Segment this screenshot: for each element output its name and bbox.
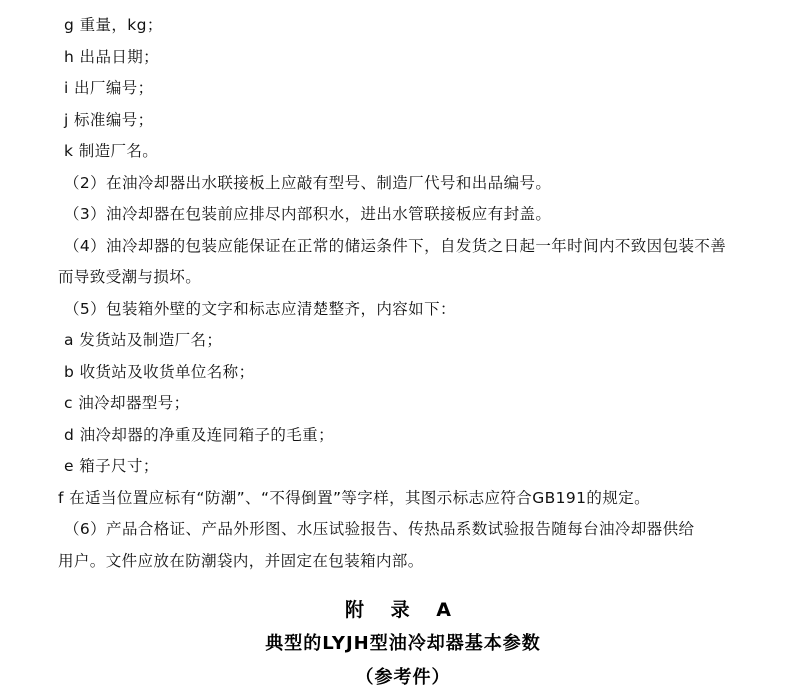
text-line: f 在适当位置应标有“防潮”、“不得倒置”等字样，其图示标志应符合GB191的规定。 — [58, 488, 651, 507]
appendix-block — [58, 593, 748, 695]
body-text-block — [58, 10, 748, 577]
appendix-subtitle: 典型的LYJH型油冷却器基本参数 — [265, 633, 541, 654]
text-line: i 出厂编号； — [64, 79, 154, 97]
text-line: （6）产品合格证、产品外形图、水压试验报告、传热品系数试验报告随每台油冷却器供给 — [64, 520, 695, 538]
text-line: b 收货站及收货单位名称； — [64, 362, 255, 381]
appendix-title: 附 录 A — [345, 599, 461, 621]
appendix-note: （参考件） — [355, 667, 451, 688]
text-line: （3）油冷却器在包装前应排尽内部积水，进出水管联接板应有封盖。 — [64, 205, 552, 223]
text-line: （5）包装箱外壁的文字和标志应清楚整齐，内容如下： — [64, 299, 456, 318]
text-line: 用户。文件应放在防潮袋内，并固定在包装箱内部。 — [58, 551, 424, 570]
text-line: 而导致受潮与损坏。 — [58, 268, 202, 286]
text-line: k 制造厂名。 — [64, 142, 159, 160]
text-line: g 重量，kg； — [64, 16, 163, 34]
text-line: （2）在油冷却器出水联接板上应敲有型号、制造厂代号和出品编号。 — [64, 173, 552, 192]
text-line: c 油冷却器型号； — [64, 394, 190, 412]
text-line: （4）油冷却器的包装应能保证在正常的储运条件下，自发货之日起一年时间内不致因包装不善 — [64, 236, 727, 255]
text-line: a 发货站及制造厂名； — [64, 331, 223, 349]
text-line: h 出品日期； — [64, 47, 160, 66]
text-line: j 标准编号； — [64, 110, 154, 129]
text-line: e 箱子尺寸； — [64, 457, 159, 475]
text-line: d 油冷却器的净重及连同箱子的毛重； — [64, 425, 334, 444]
